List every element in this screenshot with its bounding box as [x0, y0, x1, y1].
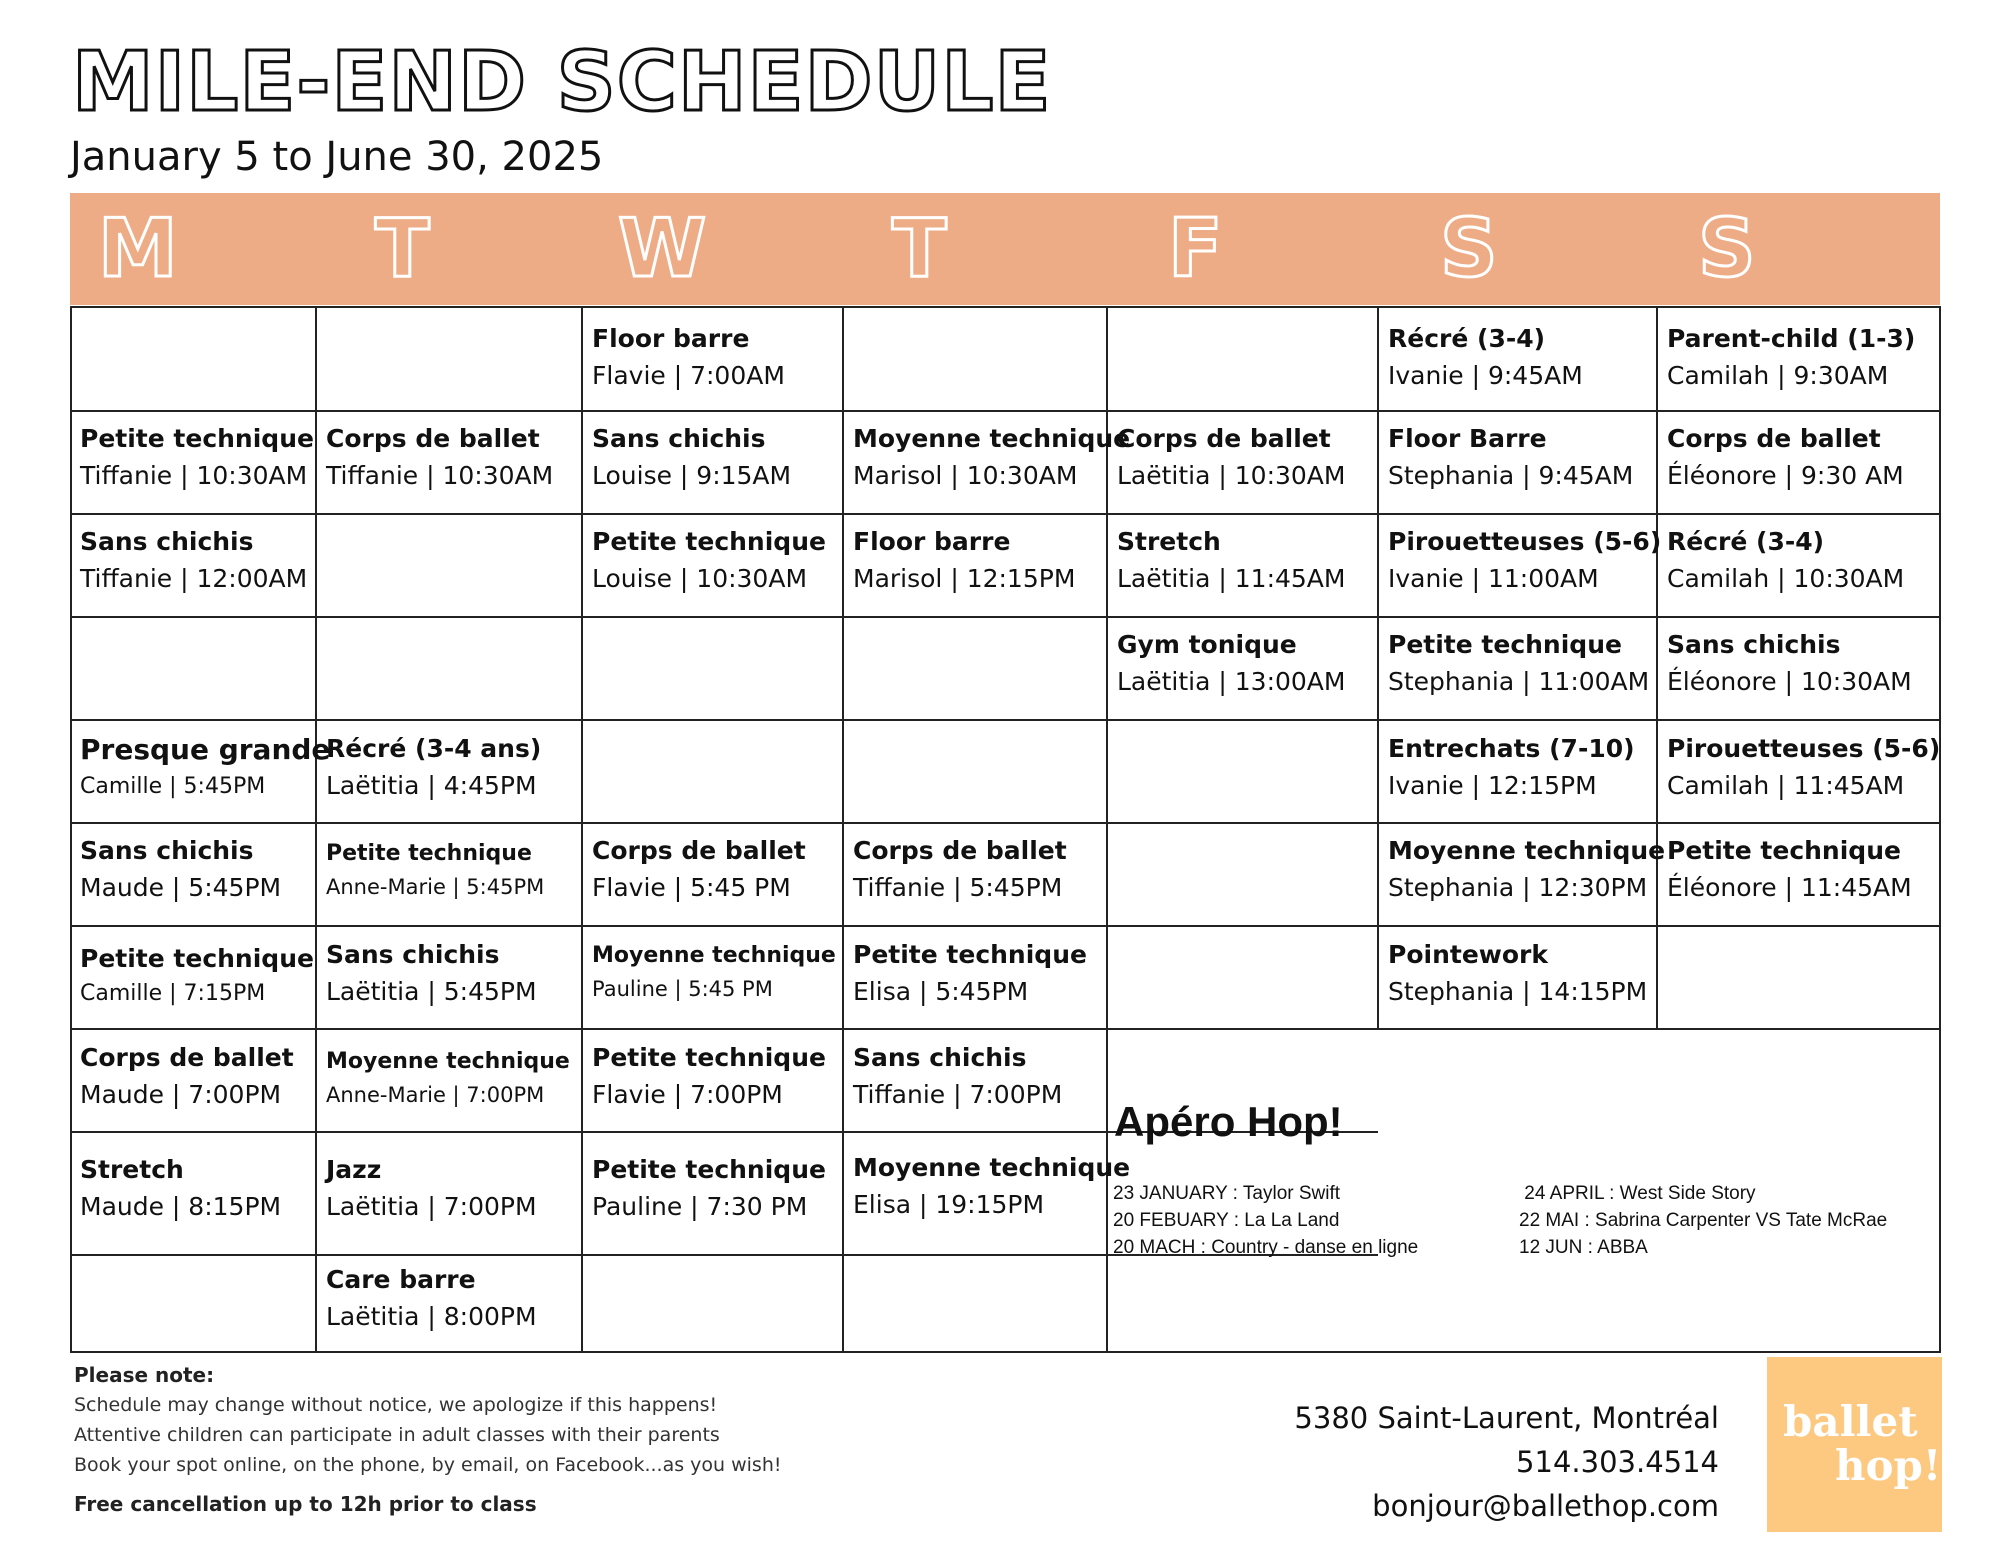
class-teacher-time: Laëtitia | 4:45PM — [326, 771, 537, 800]
class-name: Entrechats (7-10) — [1388, 734, 1635, 763]
grid-hline — [70, 719, 1941, 721]
class-name: Corps de ballet — [1667, 424, 1881, 453]
class-name: Jazz — [326, 1155, 382, 1184]
class-name: Sans chichis — [592, 424, 766, 453]
class-name: Petite technique — [80, 424, 314, 453]
class-name: Corps de ballet — [1117, 424, 1331, 453]
class-cell-sun-6 — [1657, 838, 1941, 900]
class-name: Petite technique — [592, 1043, 826, 1072]
grid-hline — [70, 822, 1941, 824]
class-name: Stretch — [80, 1155, 184, 1184]
class-name: Moyenne technique — [326, 1049, 570, 1074]
grid-hline — [70, 410, 1941, 412]
email-link[interactable]: bonjour@ballethop.com — [1372, 1489, 1719, 1523]
date-range: January 5 to June 30, 2025 — [70, 134, 604, 180]
class-cell-fri-4 — [1107, 632, 1378, 694]
class-name: Sans chichis — [1667, 630, 1841, 659]
class-teacher-time: Laëtitia | 11:45AM — [1117, 564, 1346, 593]
class-cell-mon-6 — [70, 838, 316, 900]
apero-events-right — [1519, 1180, 1887, 1261]
apero-event: 24 APRIL : West Side Story — [1519, 1183, 1756, 1204]
class-teacher-time: Éléonore | 10:30AM — [1667, 667, 1912, 696]
class-name: Corps de ballet — [592, 836, 806, 865]
class-teacher-time: Stephania | 12:30PM — [1388, 873, 1648, 902]
apero-event: 12 JUN : ABBA — [1519, 1237, 1648, 1258]
class-name: Floor barre — [592, 324, 750, 353]
class-teacher-time: Stephania | 14:15PM — [1388, 977, 1648, 1006]
grid-hline — [70, 925, 1941, 927]
class-teacher-time: Pauline | 7:30 PM — [592, 1192, 808, 1221]
class-teacher-time: Anne-Marie | 5:45PM — [326, 875, 545, 899]
class-name: Petite technique — [853, 940, 1087, 969]
class-cell-mon-8 — [70, 1045, 316, 1107]
class-teacher-time: Laëtitia | 10:30AM — [1117, 461, 1346, 490]
note-line: Schedule may change without notice, we apologize if this happens! — [74, 1394, 718, 1416]
class-name: Petite technique — [592, 527, 826, 556]
day-wednesday: W — [618, 202, 707, 295]
class-teacher-time: Tiffanie | 5:45PM — [853, 873, 1063, 902]
class-name: Pointework — [1388, 940, 1548, 969]
class-cell-sun-3 — [1657, 529, 1941, 591]
notes-title: Please note: — [74, 1363, 215, 1387]
grid-hline — [70, 1028, 1941, 1030]
class-cell-wed-8 — [582, 1045, 843, 1107]
class-cell-mon-2 — [70, 426, 316, 488]
class-teacher-time: Laëtitia | 7:00PM — [326, 1192, 537, 1221]
grid-hline — [70, 513, 1941, 515]
class-teacher-time: Ivanie | 12:15PM — [1388, 771, 1597, 800]
class-name: Stretch — [1117, 527, 1221, 556]
class-cell-sun-5 — [1657, 736, 1941, 798]
class-teacher-time: Elisa | 5:45PM — [853, 977, 1029, 1006]
class-name: Moyenne technique — [853, 424, 1131, 453]
cancellation-policy: Free cancellation up to 12h prior to class — [74, 1492, 537, 1516]
logo-word-ballet: ballet — [1783, 1397, 1918, 1446]
class-name: Sans chichis — [80, 527, 254, 556]
class-name: Récré (3-4) — [1388, 324, 1546, 353]
class-name: Récré (3-4) — [1667, 527, 1825, 556]
class-name: Petite technique — [1388, 630, 1622, 659]
class-teacher-time: Tiffanie | 10:30AM — [326, 461, 554, 490]
class-cell-fri-2 — [1107, 426, 1378, 488]
note-line: Book your spot online, on the phone, by email, on Facebook...as you wish! — [74, 1454, 782, 1476]
apero-events-left — [1113, 1180, 1418, 1261]
class-teacher-time: Flavie | 7:00PM — [592, 1080, 783, 1109]
class-cell-tue-7 — [316, 942, 582, 1004]
class-teacher-time: Stephania | 11:00AM — [1388, 667, 1650, 696]
class-teacher-time: Maude | 7:00PM — [80, 1080, 282, 1109]
class-teacher-time: Flavie | 7:00AM — [592, 361, 785, 390]
page-title: MILE-END SCHEDULE — [72, 35, 1052, 130]
class-teacher-time: Louise | 9:15AM — [592, 461, 792, 490]
ballet-hop-logo — [1767, 1357, 1942, 1532]
class-name: Corps de ballet — [853, 836, 1067, 865]
class-name: Sans chichis — [80, 836, 254, 865]
class-cell-fri-3 — [1107, 529, 1378, 591]
class-cell-sun-1 — [1657, 326, 1941, 388]
class-cell-sat-6 — [1378, 836, 1666, 902]
class-cell-sun-4 — [1657, 632, 1941, 694]
class-name: Moyenne technique — [853, 1153, 1131, 1182]
class-teacher-time: Maude | 8:15PM — [80, 1192, 282, 1221]
class-teacher-time: Tiffanie | 10:30AM — [80, 461, 308, 490]
class-teacher-time: Laëtitia | 13:00AM — [1117, 667, 1346, 696]
class-teacher-time: Marisol | 10:30AM — [853, 461, 1078, 490]
class-teacher-time: Stephania | 9:45AM — [1388, 461, 1634, 490]
day-saturday: S — [1440, 202, 1498, 295]
grid-hline — [70, 616, 1941, 618]
class-cell-wed-3 — [582, 529, 843, 591]
class-name: Petite technique — [592, 1155, 826, 1184]
class-teacher-time: Louise | 10:30AM — [592, 564, 808, 593]
class-teacher-time: Camilah | 9:30AM — [1667, 361, 1889, 390]
class-teacher-time: Flavie | 5:45 PM — [592, 873, 791, 902]
apero-event: 20 MACH : Country - danse en ligne — [1113, 1237, 1419, 1258]
class-teacher-time: Maude | 5:45PM — [80, 873, 282, 902]
class-cell-mon-3 — [70, 529, 316, 591]
class-teacher-time: Tiffanie | 12:00AM — [80, 564, 308, 593]
day-monday: M — [98, 202, 178, 295]
class-teacher-time: Éléonore | 11:45AM — [1667, 873, 1912, 902]
class-cell-wed-7 — [582, 945, 843, 1000]
class-cell-mon-9 — [70, 1157, 316, 1219]
class-cell-mon-1 — [70, 306, 316, 408]
logo-word-hop: hop! — [1835, 1441, 1942, 1490]
class-teacher-time: Camilah | 11:45AM — [1667, 771, 1905, 800]
apero-event: 20 FEBUARY : La La Land — [1113, 1210, 1340, 1231]
class-cell-thu-9 — [843, 1153, 1131, 1219]
note-line: Attentive children can participate in adult classes with their parents — [74, 1424, 720, 1446]
class-name: Parent-child (1-3) — [1667, 324, 1916, 353]
apero-title: Apéro Hop! — [1114, 1098, 1343, 1145]
class-cell-wed-1 — [582, 326, 843, 388]
class-teacher-time: Laëtitia | 8:00PM — [326, 1302, 537, 1331]
class-cell-sat-7 — [1378, 942, 1657, 1004]
class-teacher-time: Ivanie | 9:45AM — [1388, 361, 1583, 390]
notes-section — [74, 1360, 782, 1516]
class-cell-tue-5 — [316, 736, 582, 798]
class-cell-thu-2 — [843, 424, 1131, 490]
class-cell-wed-6 — [582, 838, 843, 900]
apero-event: 23 JANUARY : Taylor Swift — [1113, 1183, 1341, 1204]
class-name: Récré (3-4 ans) — [326, 734, 542, 763]
day-thursday: T — [892, 202, 947, 295]
phone-number[interactable]: 514.303.4514 — [1516, 1445, 1719, 1479]
class-cell-tue-8 — [316, 1051, 582, 1106]
class-name: Care barre — [326, 1265, 476, 1294]
class-cell-tue-6 — [316, 843, 582, 898]
class-cell-thu-3 — [843, 529, 1107, 591]
class-teacher-time: Camille | 5:45PM — [80, 774, 266, 799]
day-sunday: S — [1698, 202, 1756, 295]
class-teacher-time: Ivanie | 11:00AM — [1388, 564, 1599, 593]
class-cell-sat-3 — [1378, 527, 1662, 593]
class-name: Floor barre — [853, 527, 1011, 556]
class-name: Presque grande — [80, 733, 331, 766]
class-name: Sans chichis — [853, 1043, 1027, 1072]
class-name: Corps de ballet — [326, 424, 540, 453]
class-cell-thu-7 — [843, 942, 1107, 1004]
class-name: Petite technique — [1667, 836, 1901, 865]
contact-block — [1294, 1396, 1719, 1528]
class-cell-mon-7 — [70, 946, 316, 1005]
class-cell-sat-5 — [1378, 736, 1657, 798]
class-teacher-time: Elisa | 19:15PM — [853, 1190, 1045, 1219]
class-cell-thu-8 — [843, 1045, 1107, 1107]
class-cell-wed-2 — [582, 426, 843, 488]
class-name: Floor Barre — [1388, 424, 1547, 453]
apero-event: 22 MAI : Sabrina Carpenter VS Tate McRae — [1519, 1210, 1888, 1231]
class-name: Pirouetteuses (5-6) — [1388, 527, 1662, 556]
class-name: Pirouetteuses (5-6) — [1667, 734, 1941, 763]
class-cell-tue-10 — [316, 1267, 582, 1329]
class-cell-sat-2 — [1378, 426, 1657, 488]
class-teacher-time: Éléonore | 9:30 AM — [1667, 461, 1904, 490]
class-teacher-time: Anne-Marie | 7:00PM — [326, 1083, 545, 1107]
class-cell-wed-9 — [582, 1157, 843, 1219]
day-tuesday: T — [375, 202, 430, 295]
day-friday: F — [1168, 202, 1223, 295]
class-teacher-time: Marisol | 12:15PM — [853, 564, 1076, 593]
class-name: Moyenne technique — [1388, 836, 1666, 865]
class-cell-sun-2 — [1657, 426, 1941, 488]
class-teacher-time: Pauline | 5:45 PM — [592, 977, 773, 1001]
class-teacher-time: Tiffanie | 7:00PM — [853, 1080, 1063, 1109]
class-cell-sat-4 — [1378, 632, 1657, 694]
class-cell-tue-2 — [316, 426, 582, 488]
class-name: Moyenne technique — [592, 943, 836, 968]
class-name: Petite technique — [326, 841, 532, 866]
class-name: Petite technique — [80, 944, 314, 973]
class-teacher-time: Camille | 7:15PM — [80, 981, 266, 1006]
class-cell-thu-6 — [843, 838, 1107, 900]
class-cell-sat-1 — [1378, 326, 1657, 388]
class-name: Gym tonique — [1117, 630, 1297, 659]
address: 5380 Saint-Laurent, Montréal — [1294, 1401, 1719, 1435]
class-teacher-time: Laëtitia | 5:45PM — [326, 977, 537, 1006]
class-teacher-time: Camilah | 10:30AM — [1667, 564, 1905, 593]
day-header-bar — [70, 193, 1940, 305]
class-cell-tue-9 — [316, 1157, 582, 1219]
class-cell-mon-5 — [70, 733, 331, 799]
class-name: Corps de ballet — [80, 1043, 294, 1072]
class-name: Sans chichis — [326, 940, 500, 969]
